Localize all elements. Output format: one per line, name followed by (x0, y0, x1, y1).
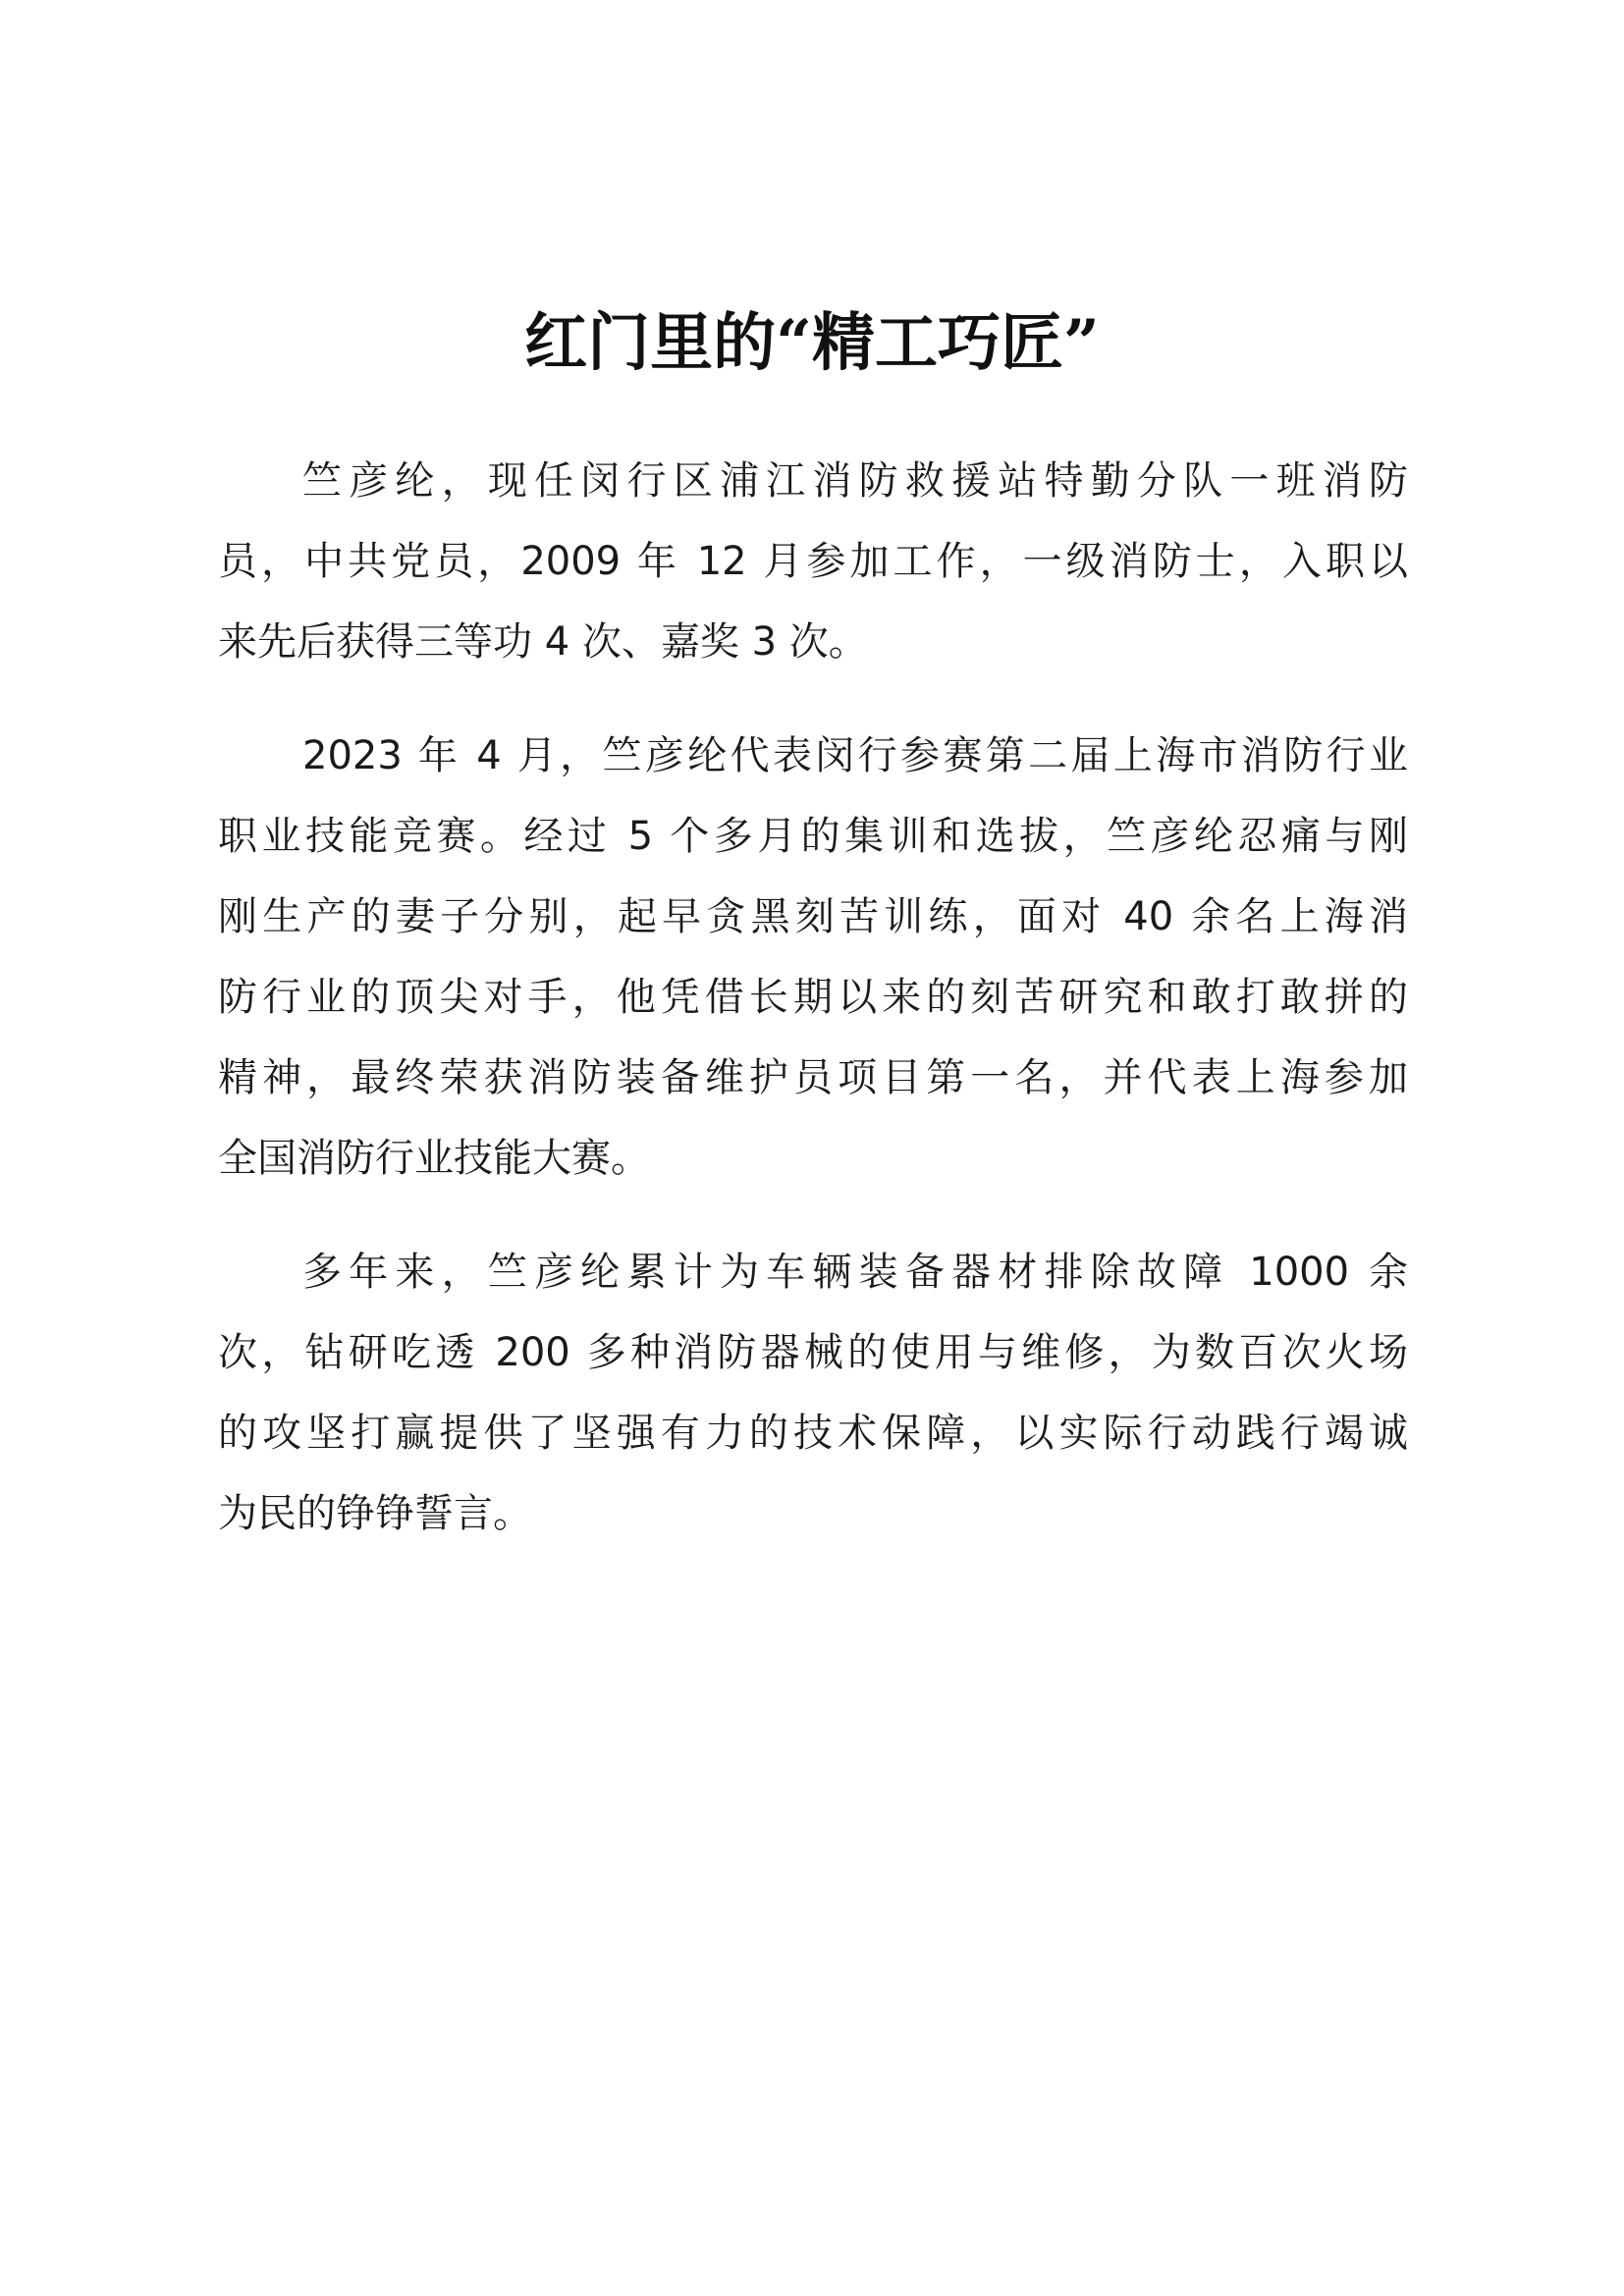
paragraph-2 (218, 716, 1408, 1199)
paragraph-2-line-4: 防行业的顶尖对手，他凭借长期以来的刻苦研究和敢打敢拼的 (218, 975, 1408, 1020)
paragraph-3-line-3: 的攻坚打赢提供了坚强有力的技术保障，以实际行动践行竭诚 (218, 1411, 1408, 1456)
paragraph-1-line-3: 来先后获得三等功 4 次、嘉奖 3 次。 (218, 619, 868, 665)
paragraph-2-line-5: 精神，最终荣获消防装备维护员项目第一名，并代表上海参加 (218, 1055, 1408, 1100)
paragraph-3 (218, 1232, 1408, 1554)
paragraph-2-line-2: 职业技能竞赛。经过 5 个多月的集训和选拔，竺彦纶忍痛与刚 (218, 814, 1408, 859)
paragraph-2-line-6: 全国消防行业技能大赛。 (218, 1136, 650, 1181)
document-body (218, 441, 1408, 1587)
paragraph-1-line-1: 竺彦纶，现任闵行区浦江消防救援站特勤分队一班消防 (302, 458, 1408, 504)
paragraph-1 (218, 441, 1408, 682)
paragraph-3-line-1: 多年来，竺彦纶累计为车辆装备器材排除故障 1000 余 (302, 1250, 1408, 1295)
document-title: 红门里的“精工巧匠” (524, 306, 1100, 380)
paragraph-2-line-1: 2023 年 4 月，竺彦纶代表闵行参赛第二届上海市消防行业 (302, 733, 1408, 778)
paragraph-1-line-2: 员，中共党员，2009 年 12 月参加工作，一级消防士，入职以 (218, 539, 1408, 584)
paragraph-3-line-2: 次，钻研吃透 200 多种消防器械的使用与维修，为数百次火场 (218, 1330, 1408, 1375)
paragraph-2-line-3: 刚生产的妻子分别，起早贪黑刻苦训练，面对 40 余名上海消 (218, 894, 1408, 939)
paragraph-3-line-4: 为民的铮铮誓言。 (218, 1491, 532, 1536)
